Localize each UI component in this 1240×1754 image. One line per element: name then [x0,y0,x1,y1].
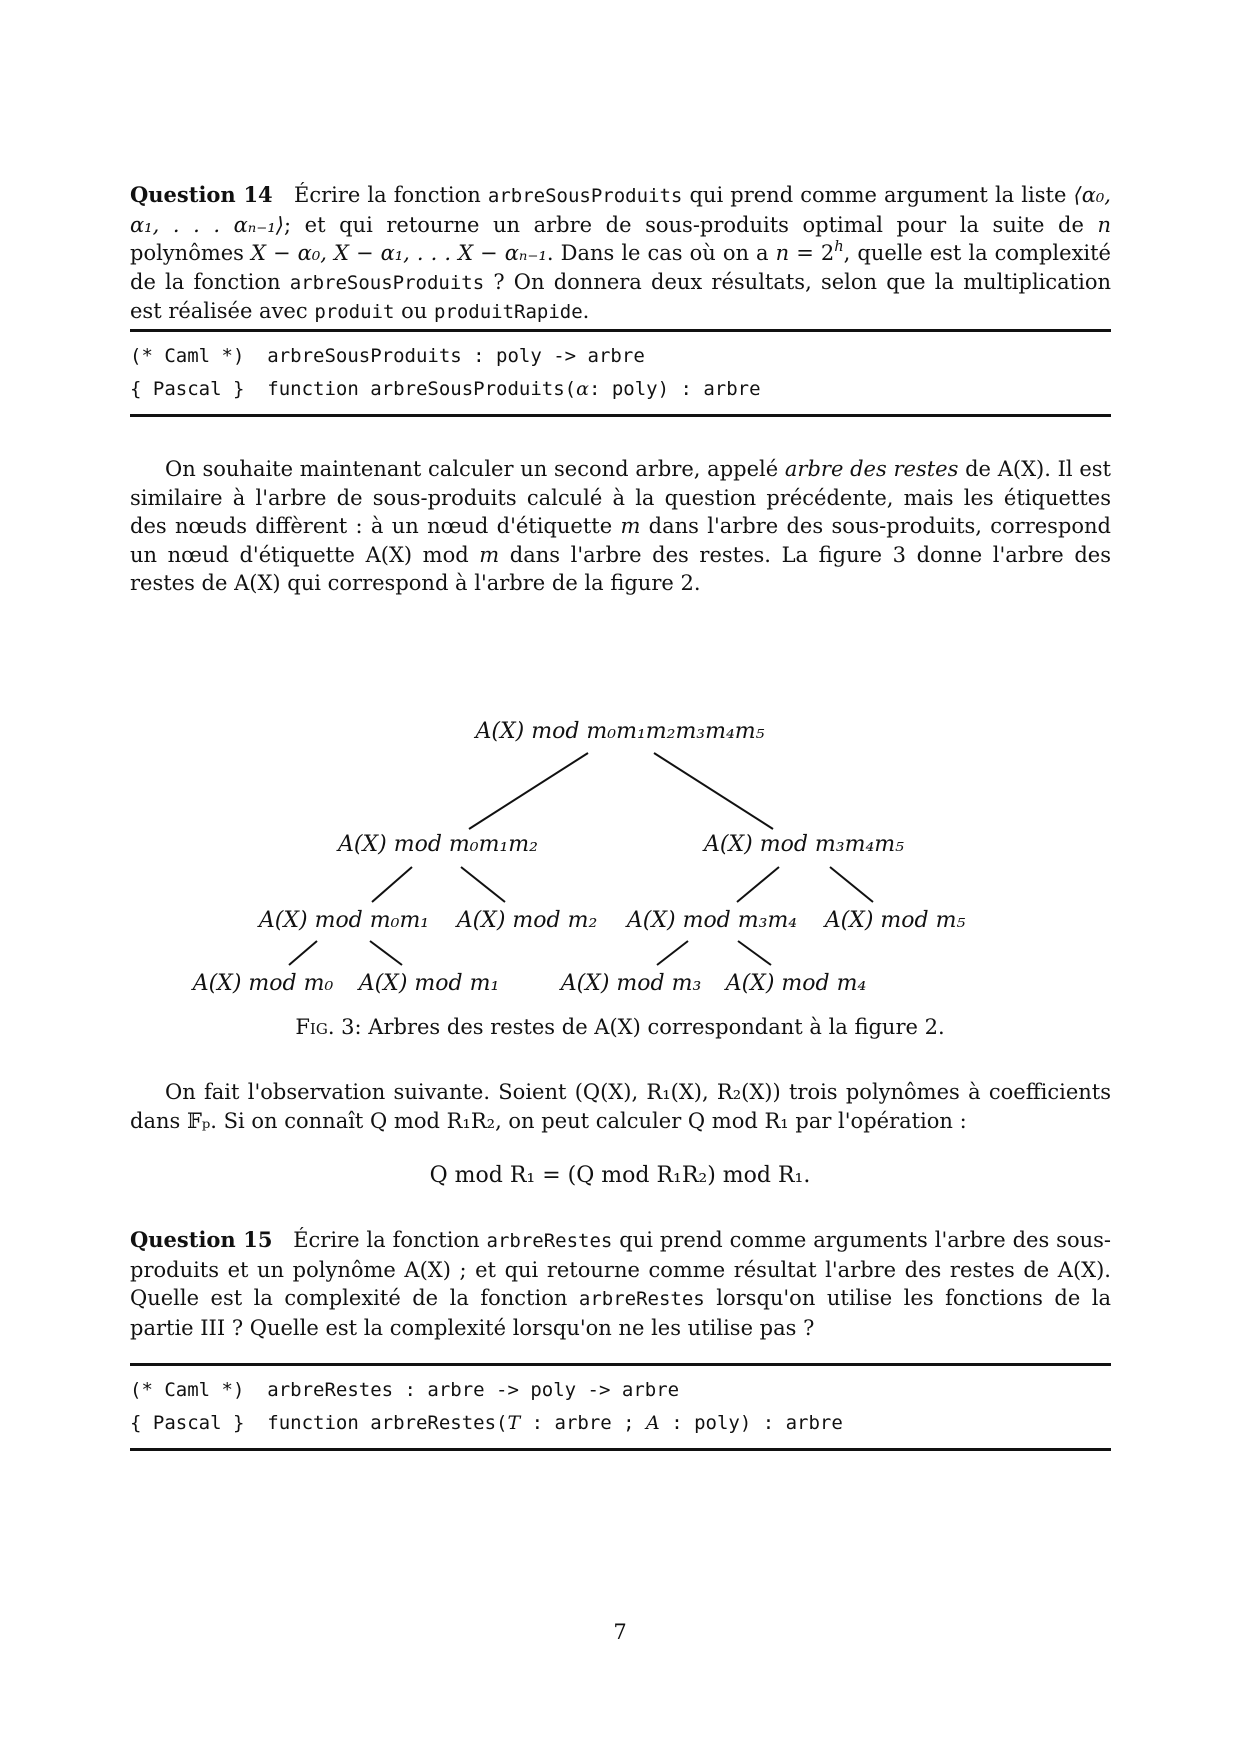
tree-l3-c: A(X) mod m₃ [560,971,702,996]
edge-l1-left-a [372,867,412,902]
q14-text-4: polynômes [130,241,244,265]
q14-alpha-list: ⟨α₀, α₁, . . . αₙ₋₁⟩ [130,183,1111,237]
p3-text-2: . Si on connaît Q mod R₁R₂, on peut calculer Q mod R₁ par l'opération : [210,1108,967,1133]
pascal-15-c: : poly) : arbre [659,1412,843,1434]
p2-emphasis: arbre des restes [784,457,959,481]
tree-root: A(X) mod m₀m₁m₂m₃m₄m₅ [475,719,765,744]
question-15-label: Question 15 [130,1227,273,1252]
q14-text-1: Écrire la fonction [294,183,481,207]
pascal-15-A: A [646,1412,660,1434]
q15-function-name-2: arbreRestes [578,1288,705,1310]
tree-l2-c: A(X) mod m₃m₄ [626,908,798,933]
edge-l1-right-c [737,867,779,902]
paragraph-arbre-restes: On souhaite maintenant calculer un second arbre, appelé arbre des restes de A(X). Il est similaire à l'arbre de sous-produits calculé à la question précédente, mais les étiquettes des nœuds diffèrent : à un nœud d'étiquette m dans l'arbre des sous-produits, correspond un nœud d'étiquette A(X) mod m dans l'arbre des restes. La figure 3 donne l'arbre des restes de A(X) qui correspond à l'arbre de la figure 2. [130,457,1111,595]
question-15 [130,1226,1111,1342]
tree-l3-d: A(X) mod m₄ [725,971,867,996]
tree-l2-d: A(X) mod m₅ [824,908,966,933]
paragraph-observation [130,1078,1111,1135]
q14-polys: X − α₀, X − α₁, . . . X − αₙ₋₁ [251,241,547,265]
pascal-15-T: T [507,1412,521,1434]
code-signature-15 [130,1363,1111,1451]
tree-l2-b: A(X) mod m₂ [456,908,598,933]
q14-produit-rapide: produitRapide [433,301,583,323]
q15-text-3: lorsqu'on utilise les fonctions de la partie III ? Quelle est la complexité lorsqu'on ne les utilise pas ? [130,1286,1112,1340]
q15-function-name: arbreRestes [486,1230,613,1252]
q14-text-6: , quelle est la complexité de la fonction [130,241,1111,294]
equation-mod: Q mod R₁ = (Q mod R₁R₂) mod R₁. [429,1163,811,1188]
q14-function-name-2: arbreSousProduits [289,271,485,294]
q15-text-2: qui prend comme arguments l'arbre des sous-produits et un polynôme A(X) ; et qui retourne comme résultat l'arbre des restes de A(X). Quelle est la complexité de la fonction [130,1228,1111,1310]
edge-l2-right-d [830,867,873,902]
edge-l2-c-l3d [738,941,771,965]
p3-text-1: On fait l'observation suivante. Soient (Q(X), R₁(X), R₂(X)) trois polynômes à coefficients dans [130,1080,1111,1133]
pascal-14-b: : poly) : arbre [588,378,761,400]
caption-text: : Arbres des restes de A(X) correspondant à la figure 2. [354,1015,945,1039]
q14-produit: produit [314,301,395,323]
p2-text-2: de A(X). Il est similaire à l'arbre de sous-produits calculé à la question précédente, mais les étiquettes des nœuds diffèrent : à un nœud d'étiquette [130,457,1111,538]
tree-l3-b: A(X) mod m₁ [358,971,500,996]
caption-fig-label: Fig. 3 [295,1015,355,1039]
p2-text-4: dans l'arbre des restes. La figure 3 donne l'arbre des restes de A(X) qui correspond à l'arbre de la figure 2. [130,542,1111,595]
question-14-label: Question 14 [130,182,273,207]
caml-signature-15: (* Caml *) arbreRestes : arbre -> poly -> arbre [130,1379,680,1401]
tree-l2-a: A(X) mod m₀m₁ [258,908,430,933]
p2-text-1: On souhaite maintenant calculer un second arbre, appelé [165,457,779,481]
edge-l2-a-l3a [289,941,317,965]
page-number: 7 [613,1620,627,1644]
q14-text-2: qui prend comme argument la liste [689,183,1067,207]
pascal-signature-15 [130,1407,1111,1440]
figure-caption [295,1015,944,1039]
pascal-14-a: { Pascal } function arbreSousProduits( [130,378,577,400]
tree-l3-a: A(X) mod m₀ [192,971,334,996]
q15-text-1: Écrire la fonction [293,1228,480,1252]
edge-l1-left-b [461,867,505,902]
q14-text-5: . Dans le cas où on a [546,241,769,265]
tree-l1-right: A(X) mod m₃m₄m₅ [704,832,904,857]
pascal-15-b: : arbre ; [520,1412,647,1434]
q14-text-3: ; et qui retourne un arbre de sous-produits optimal pour la suite de [284,212,1084,237]
q14-text-9: . [582,299,590,323]
edge-l2-a-l3b [370,941,402,965]
tree-l1-left: A(X) mod m₀m₁m₂ [338,832,538,857]
question-14: Question 14 Écrire la fonction arbreSousProduits qui prend comme argument la liste ⟨α₀, α₁, . . . αₙ₋₁⟩; et qui retourne un arbre de sous-produits optimal pour la suite de n polynômes X − α₀, X − α₁, . . . X − αₙ₋₁. Dans le cas où on a $n = 2^h$, quelle est la complexité de la fonction arbreSousProduits ? On donnera deux résultats, selon que la multiplication est réalisée avec produit ou produitRapide. [130,182,1111,323]
edge-root-right [654,753,773,829]
p2-text-3: dans l'arbre des sous-produits, correspond un nœud d'étiquette A(X) mod [130,514,1111,567]
pascal-14-alpha: α [576,378,589,400]
q14-function-name: arbreSousProduits [487,185,683,207]
pascal-15-a: { Pascal } function arbreRestes( [130,1412,508,1434]
q14-text-8: ou [401,299,428,323]
p3-field: 𝔽ₚ [186,1108,211,1133]
caml-signature-14: (* Caml *) arbreSousProduits : poly -> arbre [130,345,645,367]
q14-text-7: ? On donnera deux résultats, selon que la multiplication est réalisée avec [130,269,1111,323]
edge-l2-c-l3c [657,941,688,965]
edge-root-left [469,753,588,829]
